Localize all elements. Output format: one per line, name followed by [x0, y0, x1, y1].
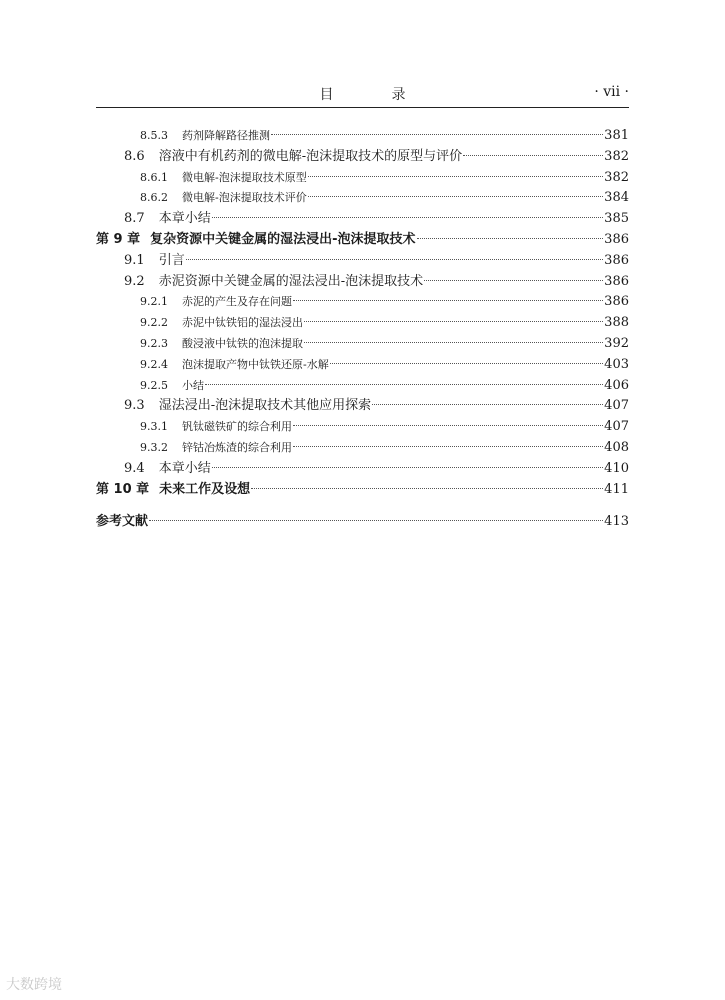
toc-entry-number: 9.3.2	[140, 440, 168, 454]
toc-dot-leader	[330, 363, 603, 364]
toc-entry-title: 药剂降解路径推测	[182, 129, 270, 142]
toc-dot-leader	[463, 155, 603, 156]
toc-entry-number: 9.3	[124, 398, 145, 414]
toc-entry-page: 381	[604, 128, 629, 143]
toc-dot-leader	[424, 280, 603, 281]
toc-entry[interactable]	[96, 512, 629, 533]
toc-entry[interactable]	[96, 334, 629, 355]
toc-dot-leader	[149, 520, 603, 521]
toc-entry-page: 384	[604, 190, 629, 206]
toc-entry-number: 9.4	[124, 460, 145, 476]
toc-entry-number: 8.6	[124, 148, 145, 164]
toc-dot-leader	[212, 217, 603, 218]
toc-entry-title: 小结	[182, 378, 204, 392]
toc-dot-leader	[308, 176, 603, 177]
toc-entry[interactable]	[96, 292, 629, 313]
toc-entry-title: 锌钴冶炼渣的综合利用	[182, 440, 292, 454]
toc-entry-title: 本章小结	[158, 460, 211, 476]
toc-entry-page: 382	[604, 148, 629, 164]
toc-entry-number: 8.6.1	[140, 170, 168, 184]
toc-entry-number: 8.5.3	[140, 129, 168, 142]
toc-entry-page: 403	[604, 356, 629, 372]
toc-entry-title: 未来工作及设想	[159, 481, 251, 497]
toc-entry-number: 9.2.1	[140, 295, 168, 309]
toc-entry[interactable]	[96, 396, 629, 417]
toc-entry[interactable]	[96, 126, 629, 147]
toc-dot-leader	[271, 134, 603, 135]
toc-entry-page: 392	[604, 335, 629, 351]
toc-entry[interactable]	[96, 417, 629, 438]
toc-entry-number: 9.3.1	[140, 420, 168, 434]
toc-entry-number: 9.2.3	[140, 336, 168, 350]
toc-dot-leader	[293, 300, 603, 301]
toc-dot-leader	[293, 446, 603, 447]
toc-entry-title: 酸浸液中钛铁的泡沫提取	[182, 336, 303, 350]
toc-dot-leader	[372, 404, 603, 405]
toc-dot-leader	[293, 425, 603, 426]
toc-entry-number: 9.2	[124, 273, 145, 289]
toc-spacer	[96, 500, 629, 512]
toc-entry[interactable]	[96, 438, 629, 459]
toc-entry[interactable]	[96, 459, 629, 480]
toc-entry-title: 引言	[158, 252, 185, 268]
toc-entry-title: 泡沫提取产物中钛铁还原-水解	[182, 357, 329, 371]
toc-entry-title: 复杂资源中关键金属的湿法浸出-泡沫提取技术	[150, 231, 416, 247]
toc-entry[interactable]	[96, 168, 629, 189]
toc-entry-page: 382	[604, 169, 629, 185]
toc-entry[interactable]	[96, 355, 629, 376]
page-title: 目 录	[319, 87, 428, 103]
toc-entry-title: 赤泥的产生及存在问题	[182, 295, 292, 309]
toc-dot-leader	[186, 259, 603, 260]
toc-entry-number: 9.2.5	[140, 378, 168, 392]
header-rule	[96, 107, 629, 108]
toc-entry[interactable]	[96, 209, 629, 230]
toc-entry-number: 第 10 章	[96, 481, 150, 497]
toc-dot-leader	[251, 488, 603, 489]
toc-entry-title: 赤泥中钛铁铝的湿法浸出	[182, 316, 303, 330]
toc-entry[interactable]	[96, 376, 629, 397]
toc-entry[interactable]	[96, 251, 629, 272]
toc-entry-title: 赤泥资源中关键金属的湿法浸出-泡沫提取技术	[158, 273, 424, 289]
toc-entry-page: 410	[604, 460, 629, 476]
toc-entry[interactable]	[96, 480, 629, 501]
toc-entry-page: 386	[604, 273, 629, 289]
toc-entry-title: 钒钛磁铁矿的综合利用	[182, 420, 292, 434]
toc-entry-title: 微电解-泡沫提取技术原型	[182, 170, 307, 184]
toc-dot-leader	[205, 384, 603, 385]
toc-entry[interactable]	[96, 313, 629, 334]
page-number: · vii ·	[594, 84, 629, 100]
toc-entry-page: 408	[604, 439, 629, 455]
toc-entry-title: 湿法浸出-泡沫提取技术其他应用探索	[158, 398, 372, 414]
toc-entry-title: 溶液中有机药剂的微电解-泡沫提取技术的原型与评价	[158, 148, 463, 164]
toc-entry-title: 微电解-泡沫提取技术评价	[182, 191, 307, 205]
toc-entry-page: 385	[604, 211, 629, 227]
toc-entry-page: 406	[604, 377, 629, 393]
toc-dot-leader	[304, 342, 603, 343]
toc-entry-page: 386	[604, 252, 629, 268]
toc-entry-page: 388	[604, 315, 629, 331]
toc-entry-page: 411	[604, 481, 629, 497]
toc-entry-page: 407	[604, 419, 629, 435]
table-of-contents	[96, 126, 629, 533]
toc-dot-leader	[417, 238, 604, 239]
toc-entry-number: 8.6.2	[140, 191, 168, 205]
toc-dot-leader	[308, 196, 603, 197]
toc-dot-leader	[212, 467, 603, 468]
toc-entry-page: 386	[604, 294, 629, 310]
toc-entry-title: 本章小结	[158, 211, 211, 227]
toc-entry-page: 407	[604, 398, 629, 414]
watermark: 大数跨境	[6, 977, 62, 993]
toc-entry[interactable]	[96, 272, 629, 293]
toc-entry-number: 9.1	[124, 252, 145, 268]
toc-entry-number: 第 9 章	[96, 231, 141, 247]
toc-entry-title: 参考文献	[96, 514, 149, 530]
toc-entry-number: 9.2.2	[140, 316, 168, 330]
toc-entry[interactable]	[96, 230, 629, 251]
toc-entry-page: 413	[604, 514, 629, 530]
page-header	[96, 84, 629, 106]
toc-entry[interactable]	[96, 147, 629, 168]
toc-dot-leader	[304, 321, 603, 322]
toc-entry-page: 386	[604, 231, 629, 247]
toc-entry-number: 9.2.4	[140, 357, 168, 371]
toc-entry-number: 8.7	[124, 211, 145, 227]
toc-entry[interactable]	[96, 188, 629, 209]
